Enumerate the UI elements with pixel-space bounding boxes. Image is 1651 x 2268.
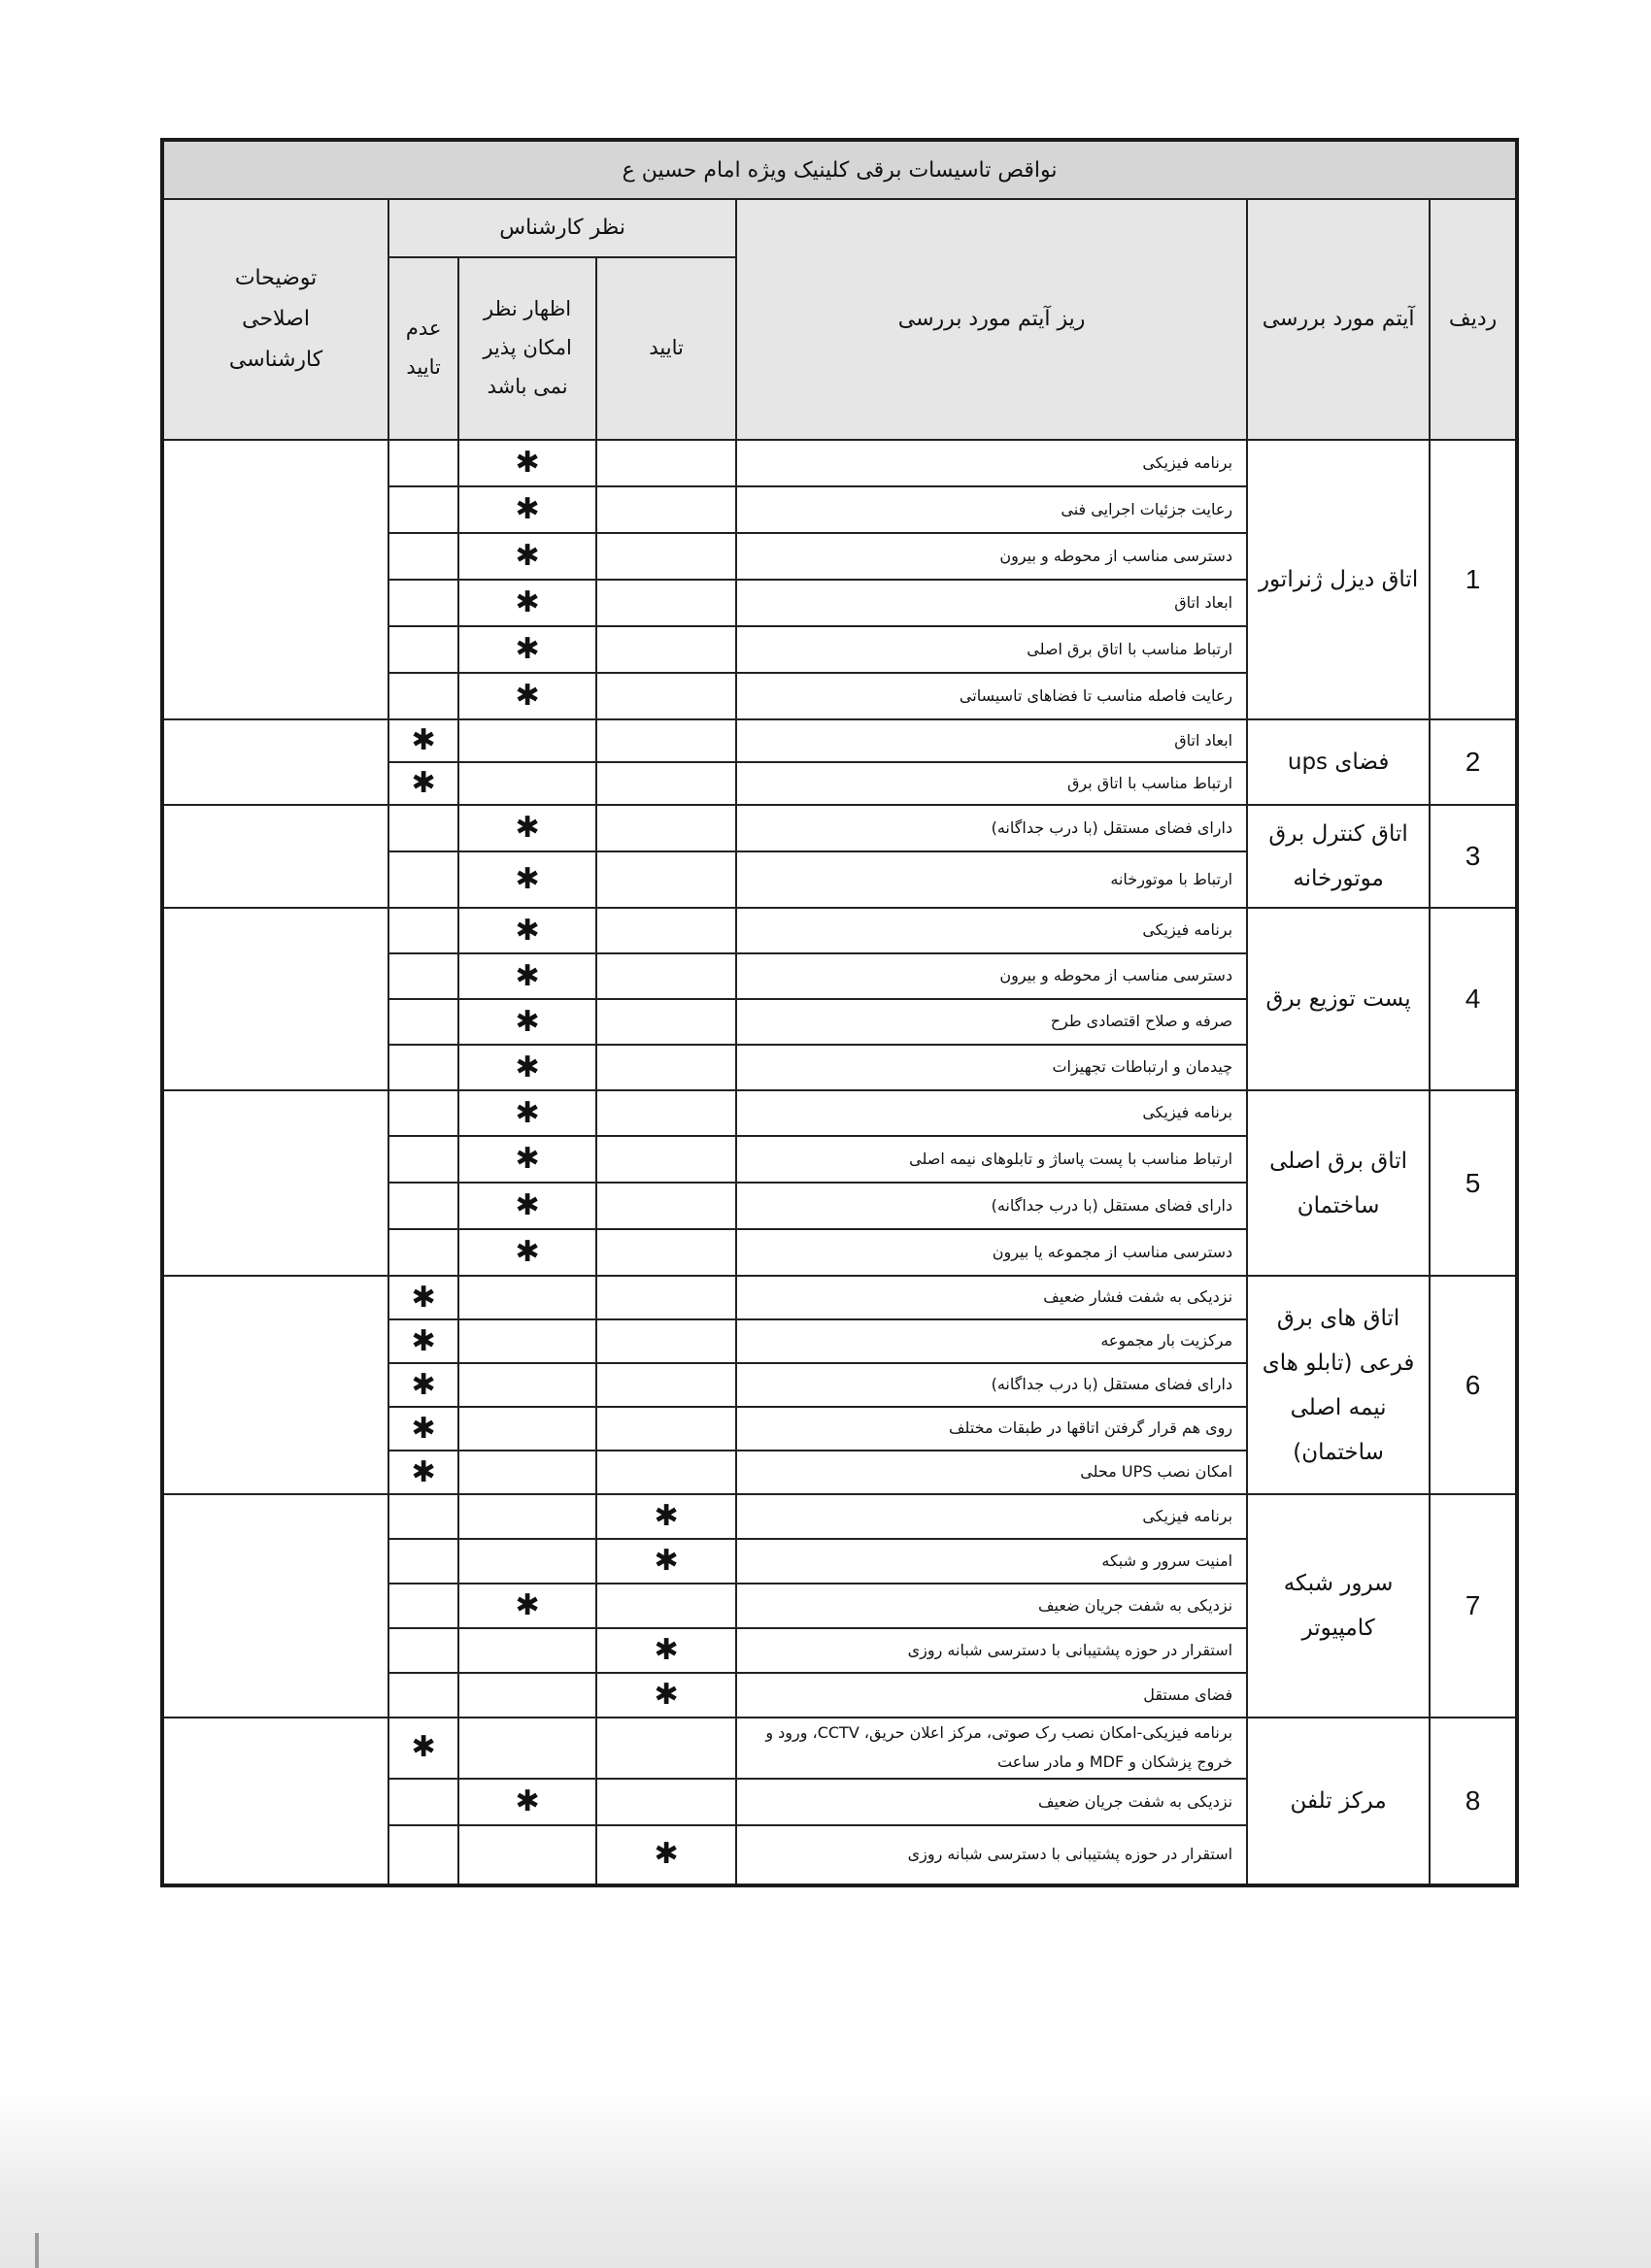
sub-item: برنامه فیزیکی <box>736 908 1247 953</box>
cell-approve <box>596 1363 736 1407</box>
cell-approve <box>596 1825 736 1885</box>
header-sub-item: ریز آیتم مورد بررسی <box>736 199 1247 440</box>
sub-item: چیدمان و ارتباطات تجهیزات <box>736 1045 1247 1090</box>
cell-approve <box>596 486 736 533</box>
cell-not-approve <box>388 1494 458 1539</box>
row-number: 3 <box>1430 805 1517 908</box>
asterisk-mark-icon: ✱ <box>411 1411 436 1446</box>
table-row <box>162 1718 1517 1779</box>
cell-approve <box>596 1319 736 1363</box>
header-not-possible <box>458 257 596 440</box>
cell-not-approve <box>388 1628 458 1673</box>
cell-not-possible <box>458 851 596 908</box>
cell-approve <box>596 1673 736 1718</box>
row-number: 6 <box>1430 1276 1517 1494</box>
cell-not-approve <box>388 1363 458 1407</box>
cell-approve <box>596 1276 736 1319</box>
cell-not-possible <box>458 805 596 851</box>
table-row <box>162 440 1517 486</box>
sub-item: برنامه فیزیکی <box>736 1494 1247 1539</box>
cell-not-approve <box>388 580 458 626</box>
cell-approve <box>596 1229 736 1276</box>
row-number: 4 <box>1430 908 1517 1090</box>
sub-item: امکان نصب UPS محلی <box>736 1451 1247 1494</box>
notes-cell <box>162 1718 388 1885</box>
item-name: فضای ups <box>1247 719 1430 805</box>
asterisk-mark-icon: ✱ <box>515 585 540 619</box>
asterisk-mark-icon: ✱ <box>515 1004 540 1039</box>
cell-not-possible <box>458 1539 596 1584</box>
sub-item: ابعاد اتاق <box>736 719 1247 762</box>
cell-not-possible <box>458 626 596 673</box>
cell-not-approve <box>388 626 458 673</box>
cell-not-possible <box>458 1407 596 1451</box>
asterisk-mark-icon: ✱ <box>654 1678 679 1712</box>
item-name: اتاق های برق فرعی (تابلو های نیمه اصلی ساختمان) <box>1247 1276 1430 1494</box>
cell-not-possible <box>458 1363 596 1407</box>
table-row <box>162 1090 1517 1136</box>
cell-not-possible <box>458 762 596 805</box>
cell-not-approve <box>388 1136 458 1183</box>
header-not-approve-text: عدم تایید <box>405 317 442 379</box>
cell-not-approve <box>388 1825 458 1885</box>
header-item: آیتم مورد بررسی <box>1247 199 1430 440</box>
sub-item: صرفه و صلاح اقتصادی طرح <box>736 999 1247 1045</box>
cell-not-possible <box>458 1090 596 1136</box>
table-body <box>162 440 1517 1885</box>
sub-item: دسترسی مناسب از محوطه و بیرون <box>736 533 1247 580</box>
asterisk-mark-icon: ✱ <box>411 1454 436 1489</box>
cell-approve <box>596 580 736 626</box>
cell-not-possible <box>458 1673 596 1718</box>
asterisk-mark-icon: ✱ <box>515 1235 540 1269</box>
cell-not-approve <box>388 1090 458 1136</box>
cell-not-possible <box>458 1825 596 1885</box>
table-row <box>162 1494 1517 1539</box>
cell-not-possible <box>458 1183 596 1229</box>
cell-approve <box>596 533 736 580</box>
item-name: اتاق کنترل برق موتورخانه <box>1247 805 1430 908</box>
asterisk-mark-icon: ✱ <box>654 1633 679 1667</box>
sub-item: ارتباط با موتورخانه <box>736 851 1247 908</box>
sub-item: استقرار در حوزه پشتیبانی با دسترسی شبانه روزی <box>736 1825 1247 1885</box>
row-number: 1 <box>1430 440 1517 719</box>
sub-item: دارای فضای مستقل (با درب جداگانه) <box>736 1183 1247 1229</box>
asterisk-mark-icon: ✱ <box>515 1050 540 1084</box>
sub-item: ارتباط مناسب با اتاق برق <box>736 762 1247 805</box>
asterisk-mark-icon: ✱ <box>411 1323 436 1358</box>
asterisk-mark-icon: ✱ <box>515 958 540 993</box>
cell-not-approve <box>388 1183 458 1229</box>
sub-item: فضای مستقل <box>736 1673 1247 1718</box>
cell-not-approve <box>388 1407 458 1451</box>
asterisk-mark-icon: ✱ <box>515 632 540 666</box>
notes-cell <box>162 908 388 1090</box>
cell-not-approve <box>388 1779 458 1825</box>
header-notes <box>162 199 388 440</box>
sub-item: امنیت سرور و شبکه <box>736 1539 1247 1584</box>
cell-not-approve <box>388 673 458 719</box>
sub-item: نزدیکی به شفت فشار ضعیف <box>736 1276 1247 1319</box>
sub-item: دسترسی مناسب از مجموعه یا بیرون <box>736 1229 1247 1276</box>
cell-not-possible <box>458 580 596 626</box>
cell-not-approve <box>388 953 458 999</box>
table-title: نواقص تاسیسات برقی کلینیک ویژه امام حسین ع <box>162 140 1517 199</box>
sub-item: رعایت جزئیات اجرایی فنی <box>736 486 1247 533</box>
asterisk-mark-icon: ✱ <box>411 1280 436 1315</box>
header-not-approve <box>388 257 458 440</box>
notes-cell <box>162 440 388 719</box>
cell-not-approve <box>388 533 458 580</box>
table-row <box>162 805 1517 851</box>
cell-approve <box>596 1407 736 1451</box>
inspection-table <box>160 138 1519 1887</box>
scan-bottom-shade <box>0 2087 1651 2268</box>
cell-not-approve <box>388 762 458 805</box>
cell-not-possible <box>458 440 596 486</box>
asterisk-mark-icon: ✱ <box>654 1544 679 1578</box>
sub-item: ارتباط مناسب با پست پاساژ و تابلوهای نیمه اصلی <box>736 1136 1247 1183</box>
cell-not-approve <box>388 1045 458 1090</box>
sub-item: استقرار در حوزه پشتیبانی با دسترسی شبانه روزی <box>736 1628 1247 1673</box>
cell-not-possible <box>458 1628 596 1673</box>
cell-not-possible <box>458 1779 596 1825</box>
asterisk-mark-icon: ✱ <box>515 811 540 845</box>
cell-not-possible <box>458 486 596 533</box>
cell-not-possible <box>458 533 596 580</box>
cell-not-approve <box>388 908 458 953</box>
item-name: اتاق برق اصلی ساختمان <box>1247 1090 1430 1276</box>
cell-not-approve <box>388 1584 458 1628</box>
sub-item: مرکزیت بار مجموعه <box>736 1319 1247 1363</box>
cell-not-possible <box>458 1451 596 1494</box>
item-name: اتاق دیزل ژنراتور <box>1247 440 1430 719</box>
cell-approve <box>596 953 736 999</box>
notes-cell <box>162 805 388 908</box>
cell-approve <box>596 1494 736 1539</box>
cell-approve <box>596 762 736 805</box>
cell-not-approve <box>388 1229 458 1276</box>
cell-approve <box>596 908 736 953</box>
sub-item: رعایت فاصله مناسب تا فضاهای تاسیساتی <box>736 673 1247 719</box>
cell-not-approve <box>388 1539 458 1584</box>
asterisk-mark-icon: ✱ <box>515 862 540 896</box>
asterisk-mark-icon: ✱ <box>515 446 540 480</box>
cell-not-approve <box>388 1451 458 1494</box>
cell-not-approve <box>388 999 458 1045</box>
cell-approve <box>596 851 736 908</box>
cell-not-possible <box>458 1319 596 1363</box>
cell-not-approve <box>388 719 458 762</box>
row-number: 8 <box>1430 1718 1517 1885</box>
sub-item: برنامه فیزیکی-امکان نصب رک صوتی، مرکز اعلان حریق، CCTV، ورود و خروج پزشکان و MDF و مادر ساعت <box>736 1718 1247 1779</box>
cell-approve <box>596 626 736 673</box>
cell-approve <box>596 1628 736 1673</box>
cell-not-approve <box>388 440 458 486</box>
sub-item: دسترسی مناسب از محوطه و بیرون <box>736 953 1247 999</box>
cell-approve <box>596 1718 736 1779</box>
cell-not-possible <box>458 908 596 953</box>
cell-not-possible <box>458 673 596 719</box>
asterisk-mark-icon: ✱ <box>515 679 540 713</box>
header-expert-opinion: نظر کارشناس <box>388 199 736 257</box>
table-row <box>162 1276 1517 1319</box>
asterisk-mark-icon: ✱ <box>515 1095 540 1130</box>
cell-not-possible <box>458 1276 596 1319</box>
cell-not-approve <box>388 805 458 851</box>
sub-item: ارتباط مناسب با اتاق برق اصلی <box>736 626 1247 673</box>
cell-approve <box>596 1779 736 1825</box>
cell-not-possible <box>458 953 596 999</box>
asterisk-mark-icon: ✱ <box>411 723 436 757</box>
sub-item: برنامه فیزیکی <box>736 1090 1247 1136</box>
scan-edge-mark <box>35 2233 39 2268</box>
cell-approve <box>596 673 736 719</box>
cell-not-possible <box>458 1136 596 1183</box>
asterisk-mark-icon: ✱ <box>411 1367 436 1402</box>
asterisk-mark-icon: ✱ <box>515 913 540 948</box>
cell-not-approve <box>388 1319 458 1363</box>
cell-not-possible <box>458 1045 596 1090</box>
sub-item: روی هم قرار گرفتن اتاقها در طبقات مختلف <box>736 1407 1247 1451</box>
cell-not-approve <box>388 1718 458 1779</box>
table-row <box>162 719 1517 762</box>
asterisk-mark-icon: ✱ <box>515 1142 540 1176</box>
asterisk-mark-icon: ✱ <box>411 1730 436 1765</box>
cell-approve <box>596 719 736 762</box>
cell-approve <box>596 999 736 1045</box>
row-number: 2 <box>1430 719 1517 805</box>
cell-not-possible <box>458 1229 596 1276</box>
sub-item: دارای فضای مستقل (با درب جداگانه) <box>736 1363 1247 1407</box>
sub-item: نزدیکی به شفت جریان ضعیف <box>736 1584 1247 1628</box>
notes-cell <box>162 1494 388 1718</box>
cell-not-approve <box>388 851 458 908</box>
table-row <box>162 908 1517 953</box>
cell-not-possible <box>458 1494 596 1539</box>
cell-not-possible <box>458 999 596 1045</box>
asterisk-mark-icon: ✱ <box>515 492 540 526</box>
asterisk-mark-icon: ✱ <box>515 1588 540 1622</box>
asterisk-mark-icon: ✱ <box>654 1499 679 1533</box>
cell-not-approve <box>388 486 458 533</box>
cell-approve <box>596 1183 736 1229</box>
cell-not-approve <box>388 1673 458 1718</box>
asterisk-mark-icon: ✱ <box>515 1784 540 1818</box>
asterisk-mark-icon: ✱ <box>411 766 436 800</box>
asterisk-mark-icon: ✱ <box>654 1837 679 1872</box>
cell-approve <box>596 1451 736 1494</box>
item-name: سرور شبکه کامپیوتر <box>1247 1494 1430 1718</box>
cell-approve <box>596 1539 736 1584</box>
cell-approve <box>596 1090 736 1136</box>
notes-cell <box>162 1276 388 1494</box>
asterisk-mark-icon: ✱ <box>515 1188 540 1222</box>
asterisk-mark-icon: ✱ <box>515 539 540 573</box>
sub-item: دارای فضای مستقل (با درب جداگانه) <box>736 805 1247 851</box>
cell-approve <box>596 1136 736 1183</box>
cell-not-approve <box>388 1276 458 1319</box>
header-notes-text: توضیحات اصلاحی کارشناسی <box>228 266 323 372</box>
row-number: 5 <box>1430 1090 1517 1276</box>
header-approve: تایید <box>596 257 736 440</box>
header-row-number: ردیف <box>1430 199 1517 440</box>
row-number: 7 <box>1430 1494 1517 1718</box>
item-name: مرکز تلفن <box>1247 1718 1430 1885</box>
cell-not-possible <box>458 1584 596 1628</box>
cell-approve <box>596 805 736 851</box>
header-not-possible-text: اظهار نظر امکان پذیر نمی باشد <box>483 297 572 398</box>
item-name: پست توزیع برق <box>1247 908 1430 1090</box>
cell-approve <box>596 1584 736 1628</box>
cell-not-possible <box>458 719 596 762</box>
cell-approve <box>596 1045 736 1090</box>
notes-cell <box>162 1090 388 1276</box>
sub-item: نزدیکی به شفت جریان ضعیف <box>736 1779 1247 1825</box>
cell-approve <box>596 440 736 486</box>
sub-item: ابعاد اتاق <box>736 580 1247 626</box>
cell-not-possible <box>458 1718 596 1779</box>
notes-cell <box>162 719 388 805</box>
sub-item: برنامه فیزیکی <box>736 440 1247 486</box>
